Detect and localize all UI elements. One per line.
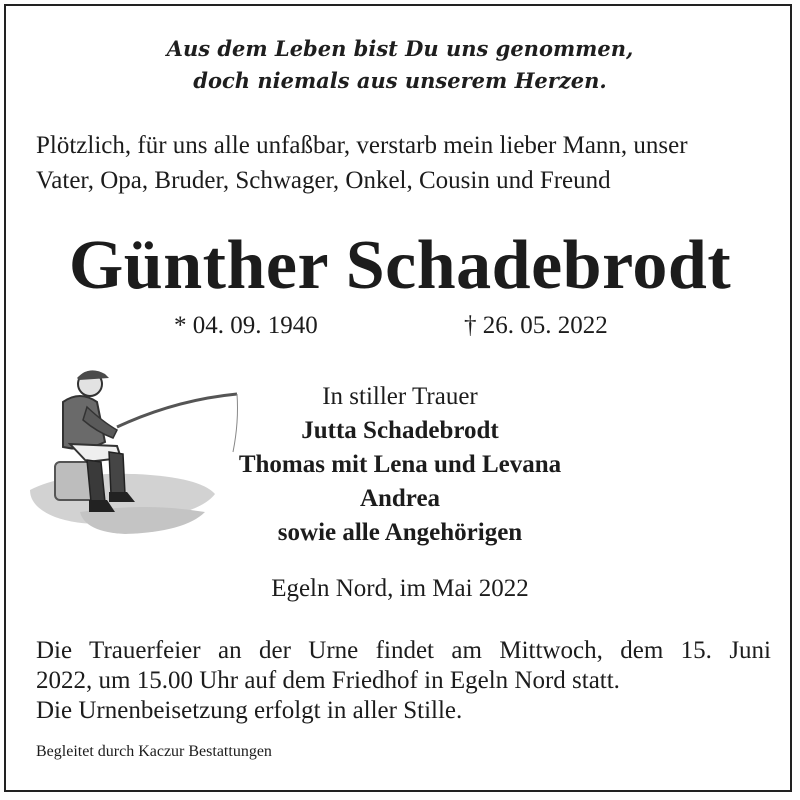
funeral-line-3: Die Urnenbeisetzung erfolgt in aller Stille. bbox=[36, 697, 463, 724]
place-date: Egeln Nord, im Mai 2022 bbox=[271, 575, 529, 602]
intro-line-1: Plötzlich, für uns alle unfaßbar, verstarb mein lieber Mann, unser bbox=[36, 132, 688, 159]
mourner-name: Thomas mit Lena und Levana bbox=[238, 451, 562, 478]
deceased-name: Günther Schadebrodt bbox=[68, 227, 732, 304]
death-date: † 26. 05. 2022 bbox=[464, 312, 608, 339]
funeral-line-2: 2022, um 15.00 Uhr auf dem Friedhof in Egeln Nord statt. bbox=[36, 667, 620, 694]
intro-line-2: Vater, Opa, Bruder, Schwager, Onkel, Cousin und Freund bbox=[36, 167, 611, 194]
undertaker-credit: Begleitet durch Kaczur Bestattungen bbox=[36, 743, 272, 760]
mourner-name: sowie alle Angehörigen bbox=[277, 519, 523, 546]
intro-text bbox=[36, 128, 771, 198]
motto-line-2: doch niemals aus unserem Herzen. bbox=[193, 68, 607, 93]
mourning-heading: In stiller Trauer bbox=[322, 383, 478, 410]
mourners-block bbox=[160, 380, 640, 550]
mourner-name: Andrea bbox=[359, 485, 441, 512]
mourner-name: Jutta Schadebrodt bbox=[301, 417, 499, 444]
funeral-info bbox=[36, 636, 771, 726]
motto-line-1: Aus dem Leben bist Du uns genommen, bbox=[166, 36, 634, 61]
birth-date: * 04. 09. 1940 bbox=[174, 312, 318, 339]
funeral-line-1: Die Trauerfeier an der Urne findet am Mittwoch, dem 15. Juni bbox=[36, 637, 771, 664]
